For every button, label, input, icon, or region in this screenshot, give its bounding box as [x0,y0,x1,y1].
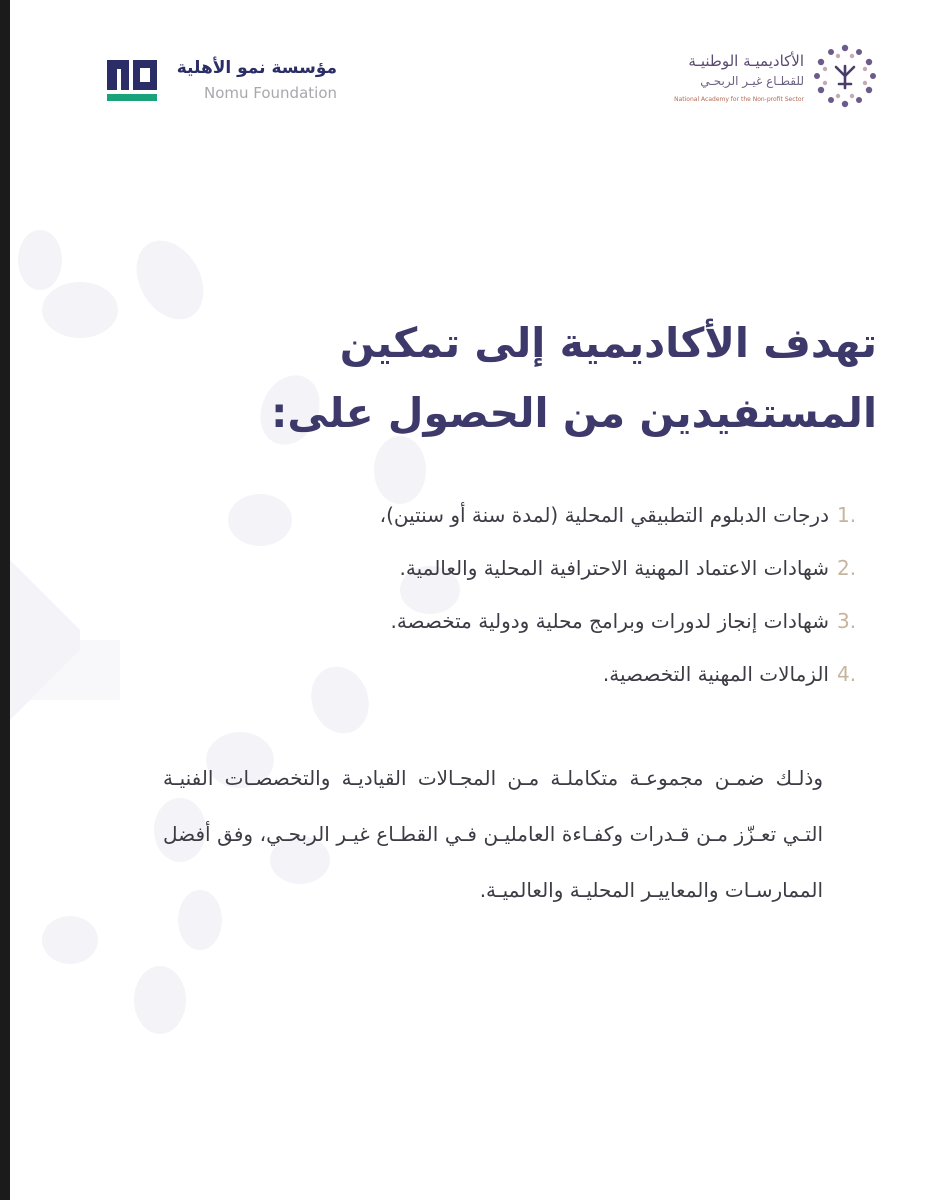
nomu-logo-icon [105,54,161,106]
description-paragraph: وذلـك ضمـن مجموعـة متكاملـة مـن المجـالات القياديـة والتخصصـات الفنيـة التـي تعـزّز مـن قـدرات وكفـاءة العامليـن فـي القطـاع غيـر الربحـي، وفق أفضل الممارسـات والمعاييـر المحليـة والعالميـة. [163,766,823,902]
list-item-number: 2. [837,556,857,580]
academy-english-name: National Academy for the Non-profit Sector [674,96,804,103]
list-item-number: 4. [837,662,857,686]
academy-emblem-icon [810,40,880,116]
academy-logo [640,40,880,120]
nomu-english-name: Nomu Foundation [203,84,337,102]
goals-list [129,493,857,705]
academy-arabic-line2: للقطـاع غيـر الربحـي [700,74,804,88]
list-item-text: الزمالات المهنية التخصصية. [602,662,829,686]
list-item-number: 1. [837,503,857,527]
nomu-arabic-name: مؤسسة نمو الأهلية [176,58,337,78]
title-line-2: المستفيدين من الحصول على: [270,389,877,437]
nomu-logo [105,50,345,110]
academy-arabic-line1: الأكاديميـة الوطنيـة [688,52,804,70]
page-title [237,308,877,448]
list-item-text: شهادات إنجاز لدورات وبرامج محلية ودولية متخصصة. [390,609,829,633]
title-line-1: تهدف الأكاديمية إلى تمكين [339,319,877,367]
list-item [129,546,857,599]
list-item-text: درجات الدبلوم التطبيقي المحلية (لمدة سنة أو سنتين)، [379,503,829,527]
list-item-number: 3. [837,609,857,633]
list-item [129,652,857,705]
list-item [129,493,857,546]
document-page [10,0,939,1200]
list-item [129,599,857,652]
list-item-text: شهادات الاعتماد المهنية الاحترافية المحلية والعالمية. [399,556,829,580]
